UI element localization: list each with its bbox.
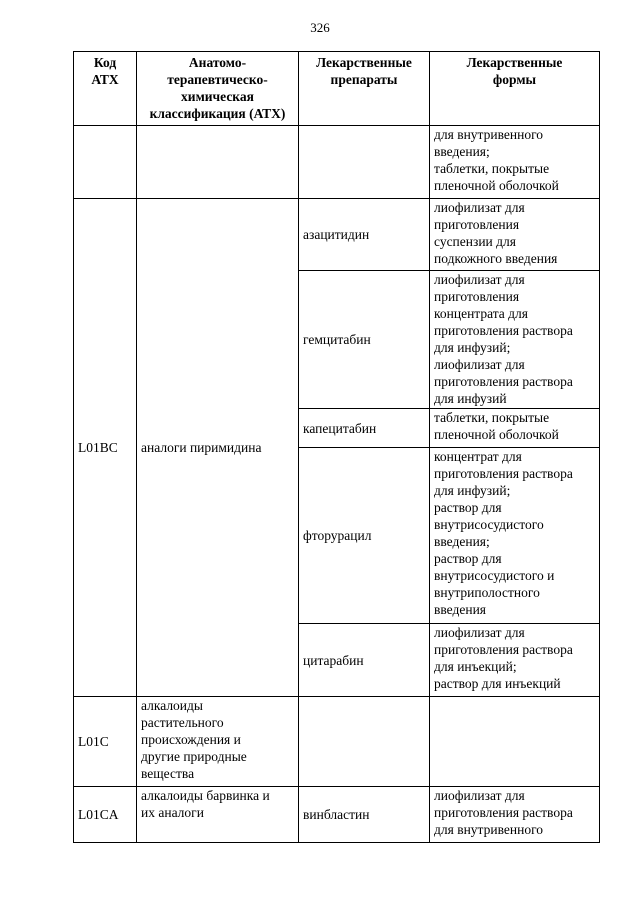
- table-header-row: [74, 52, 600, 126]
- cell-forms: таблетки, покрытые пленочной оболочкой: [430, 409, 600, 448]
- cell-drug: [299, 126, 430, 199]
- cell-code: L01CA: [74, 787, 137, 843]
- table-row: [74, 697, 600, 787]
- cell-forms: лиофилизат для приготовления раствора для инъекций; раствор для инъекций: [430, 624, 600, 697]
- cell-forms: [430, 697, 600, 787]
- cell-code: L01C: [74, 697, 137, 787]
- header-classification: Анатомо- терапевтическо- химическая классификация (АТХ): [137, 52, 299, 126]
- cell-forms: лиофилизат для приготовления раствора для внутривенного: [430, 787, 600, 843]
- cell-drug: гемцитабин: [299, 271, 430, 409]
- table-row: [74, 787, 600, 843]
- page-number: 326: [310, 20, 330, 35]
- header-drugs: Лекарственные препараты: [299, 52, 430, 126]
- cell-drug: фторурацил: [299, 448, 430, 624]
- cell-drug: капецитабин: [299, 409, 430, 448]
- cell-forms: концентрат для приготовления раствора для инфузий; раствор для внутрисосудистого введения; раствор для внутрисосудистого и внутриполостного введения: [430, 448, 600, 624]
- cell-drug: цитарабин: [299, 624, 430, 697]
- cell-forms: лиофилизат для приготовления суспензии для подкожного введения: [430, 199, 600, 271]
- header-code: Код АТХ: [74, 52, 137, 126]
- cell-forms: лиофилизат для приготовления концентрата для приготовления раствора для инфузий; лиофилизат для приготовления раствора для инфузий: [430, 271, 600, 409]
- cell-classification: алкалоиды растительного происхождения и другие природные вещества: [137, 697, 299, 787]
- table-row: [74, 126, 600, 199]
- cell-drug: азацитидин: [299, 199, 430, 271]
- cell-classification: [137, 126, 299, 199]
- cell-drug: [299, 697, 430, 787]
- cell-classification: алкалоиды барвинка и их аналоги: [137, 787, 299, 843]
- cell-code: [74, 126, 137, 199]
- cell-drug: винбластин: [299, 787, 430, 843]
- header-forms: Лекарственные формы: [430, 52, 600, 126]
- cell-code: L01BC: [74, 199, 137, 697]
- cell-forms: для внутривенного введения; таблетки, покрытые пленочной оболочкой: [430, 126, 600, 199]
- cell-classification: аналоги пиримидина: [137, 199, 299, 697]
- table-row: [74, 199, 600, 271]
- atx-table: [73, 51, 600, 843]
